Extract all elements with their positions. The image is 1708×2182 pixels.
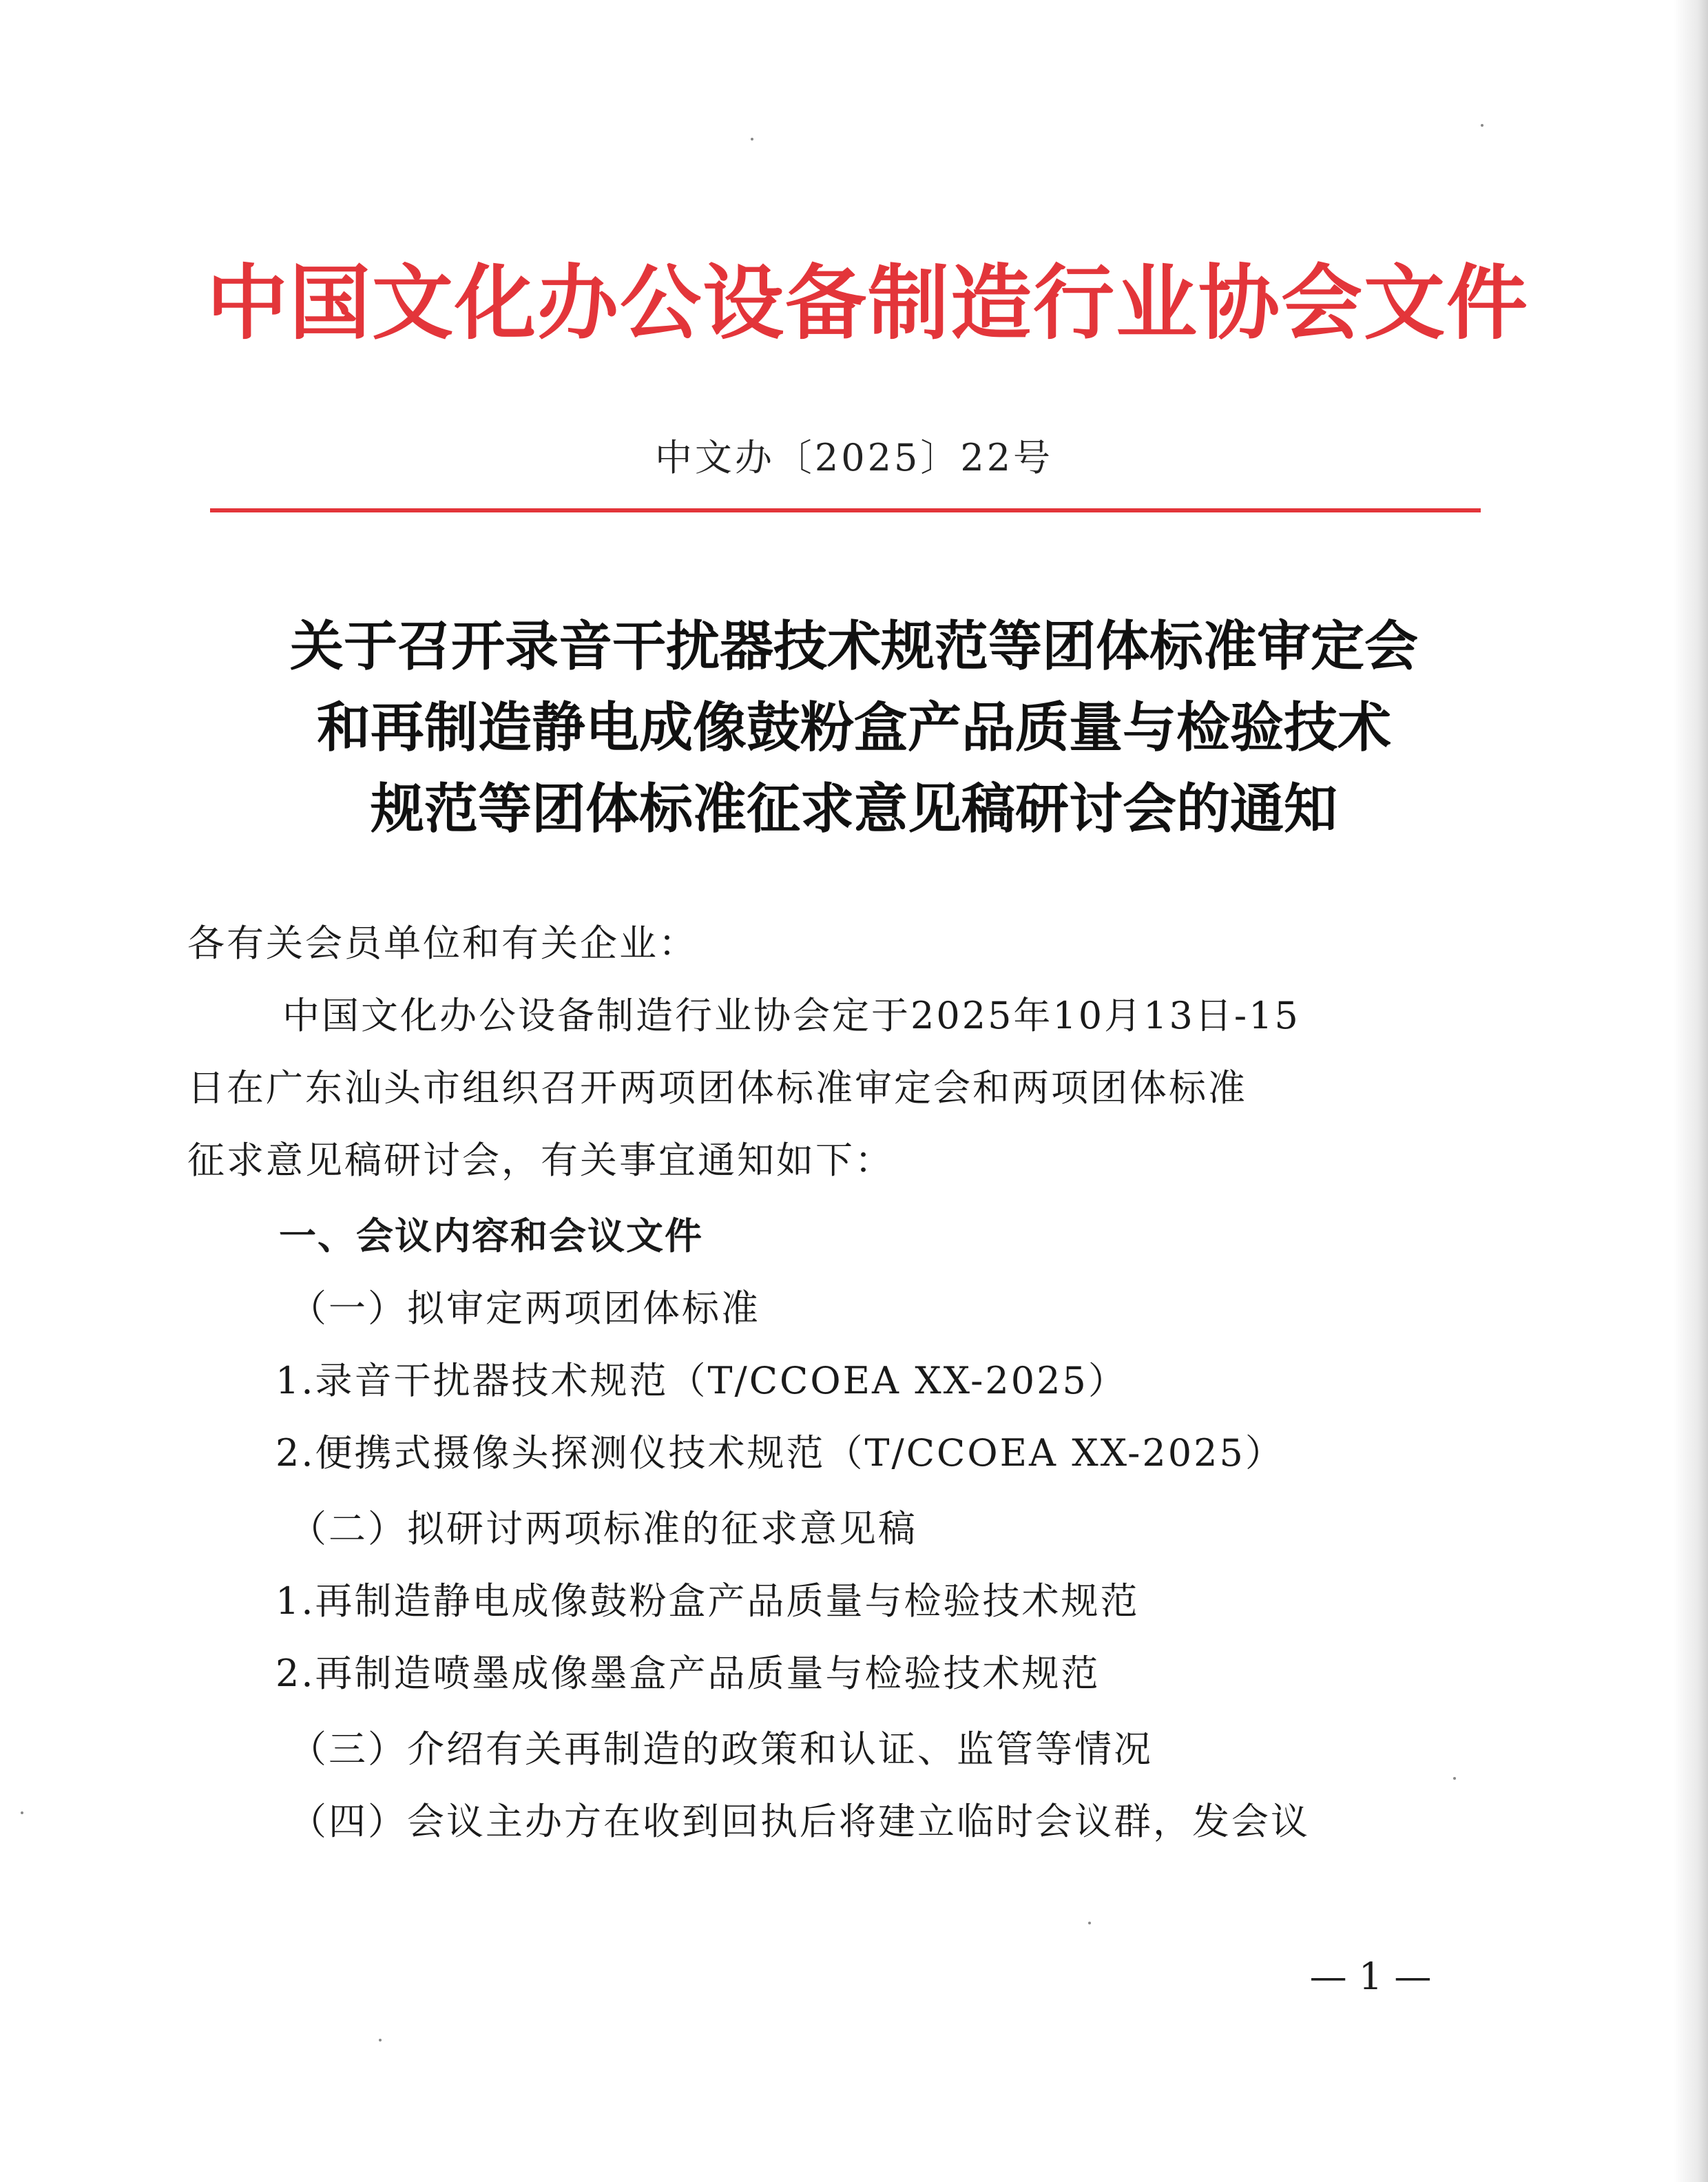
organization-header: 中国文化办公设备制造行业协会文件 <box>207 256 1530 351</box>
title-line: 关于召开录音干扰器技术规范等团体标准审定会 <box>289 616 1418 678</box>
scan-edge-shadow <box>1674 0 1708 2182</box>
salutation: 各有关会员单位和有关企业： <box>187 922 698 965</box>
list-item: 2.再制造喷墨成像墨盒产品质量与检验技术规范 <box>275 1652 1101 1695</box>
header-divider <box>210 508 1481 512</box>
subsection-heading: （二）拟研讨两项标准的征求意见稿 <box>289 1507 917 1550</box>
document-number: 中文办〔2025〕22号 <box>654 436 1054 479</box>
scan-speck <box>379 2039 382 2041</box>
title-line: 和再制造静电成像鼓粉盒产品质量与检验技术 <box>316 697 1391 759</box>
title-line: 规范等团体标准征求意见稿研讨会的通知 <box>370 778 1337 840</box>
scan-speck <box>1453 1777 1456 1780</box>
subsection-heading: （一）拟审定两项团体标准 <box>289 1287 760 1330</box>
intro-line: 日在广东汕头市组织召开两项团体标准审定会和两项团体标准 <box>187 1066 1247 1110</box>
list-item: 2.便携式摄像头探测仪技术规范（T/CCOEA XX-2025） <box>275 1431 1284 1475</box>
page-number: — 1 — <box>1309 1955 1432 1998</box>
scan-speck <box>751 138 753 141</box>
subsection-heading: （四）会议主办方在收到回执后将建立临时会议群，发会议 <box>289 1800 1310 1843</box>
intro-line: 中国文化办公设备制造行业协会定于2025年10月13日-15 <box>282 994 1300 1037</box>
notice-title <box>172 606 1536 850</box>
subsection-heading: （三）介绍有关再制造的政策和认证、监管等情况 <box>289 1727 1153 1771</box>
intro-line: 征求意见稿研讨会，有关事宜通知如下： <box>187 1139 894 1182</box>
scan-speck <box>21 1811 23 1814</box>
list-item: 1.再制造静电成像鼓粉盒产品质量与检验技术规范 <box>275 1579 1140 1623</box>
scan-speck <box>1481 124 1483 127</box>
section-heading: 一、会议内容和会议文件 <box>279 1214 703 1258</box>
scan-speck <box>1088 1922 1091 1924</box>
list-item: 1.录音干扰器技术规范（T/CCOEA XX-2025） <box>275 1359 1127 1402</box>
